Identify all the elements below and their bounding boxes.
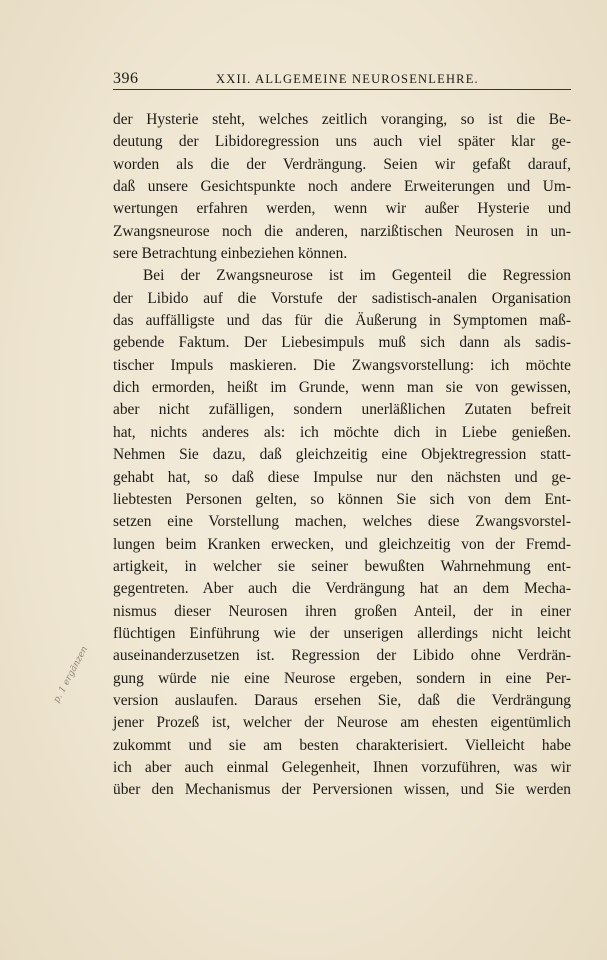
body-text	[113, 109, 571, 802]
text-line: wertungen erfahren werden, wenn wir außer Hysterie und	[113, 200, 571, 218]
text-line: artigkeit, in welcher sie seiner bewußten Wahrnehmung ent-	[113, 557, 571, 575]
text-line: gebende Faktum. Der Liebesimpuls muß sich dann als sadis-	[113, 334, 571, 352]
text-line: hat, nichts anderes als: ich möchte dich in Liebe genießen.	[113, 423, 571, 441]
page-number: 396	[113, 70, 139, 87]
text-line: Nehmen Sie dazu, daß gleichzeitig eine Objektregression statt-	[113, 446, 571, 464]
text-line: sere Betrachtung einbeziehen können.	[113, 245, 348, 263]
text-line: tischer Impuls maskieren. Die Zwangsvorstellung: ich möchte	[113, 356, 571, 374]
text-line: nismus dieser Neurosen ihren großen Anteil, der in einer	[113, 602, 571, 620]
text-line: das auffälligste und das für die Äußerung in Symptomen maß-	[113, 312, 571, 330]
text-line: der Hysterie steht, welches zeitlich voranging, so ist die Be-	[113, 111, 571, 128]
text-line: Zwangsneurose noch die anderen, narzißtischen Neurosen in un-	[113, 222, 571, 240]
text-line: gehabt hat, so daß diese Impulse nur den nächsten und ge-	[113, 468, 571, 486]
paragraph-start-line: Bei der Zwangsneurose ist im Gegenteil die Regression	[143, 267, 571, 285]
text-line: zukommt und sie am besten charakterisiert. Vielleicht habe	[113, 736, 571, 754]
text-line: flüchtigen Einführung wie der unserigen allerdings nicht leicht	[113, 624, 571, 642]
text-line: daß unsere Gesichtspunkte noch andere Erweiterungen und Um-	[113, 178, 571, 196]
text-line: gegentreten. Aber auch die Verdrängung hat an dem Mecha-	[113, 580, 571, 598]
text-line: auseinanderzusetzen ist. Regression der Libido ohne Verdrän-	[113, 647, 571, 665]
text-line: aber nicht zufälligen, sondern unerläßlichen Zutaten befreit	[113, 401, 571, 419]
text-line: setzen eine Vorstellung machen, welches diese Zwangsvorstel-	[113, 513, 571, 531]
header-rule	[113, 89, 571, 90]
page-header	[113, 66, 571, 90]
handwritten-margin-note: p. 1 ergänzen	[52, 644, 91, 705]
text-line: worden als die der Verdrängung. Seien wir gefaßt darauf,	[113, 155, 571, 173]
text-line: gung würde nie eine Neurose ergeben, sondern in eine Per-	[113, 669, 571, 687]
text-line: der Libido auf die Vorstufe der sadistisch-analen Organisation	[113, 289, 571, 307]
text-line: deutung der Libidoregression uns auch viel später klar ge-	[113, 133, 571, 151]
text-line: version auslaufen. Daraus ersehen Sie, daß die Verdrängung	[113, 691, 571, 709]
text-line: ich aber auch einmal Gelegenheit, Ihnen vorzuführen, was wir	[113, 758, 571, 776]
text-line: lungen beim Kranken erwecken, und gleichzeitig von der Fremd-	[113, 535, 571, 553]
text-line: jener Prozeß ist, welcher der Neurose am ehesten eigentümlich	[113, 714, 571, 732]
text-line: über den Mechanismus der Perversionen wissen, und Sie werden	[113, 781, 571, 799]
text-line: liebtesten Personen gelten, so können Sie sich von dem Ent-	[113, 490, 571, 508]
text-line: dich ermorden, heißt im Grunde, wenn man sie von gewissen,	[113, 379, 571, 397]
running-head: XXII. ALLGEMEINE NEUROSENLEHRE.	[216, 72, 479, 86]
